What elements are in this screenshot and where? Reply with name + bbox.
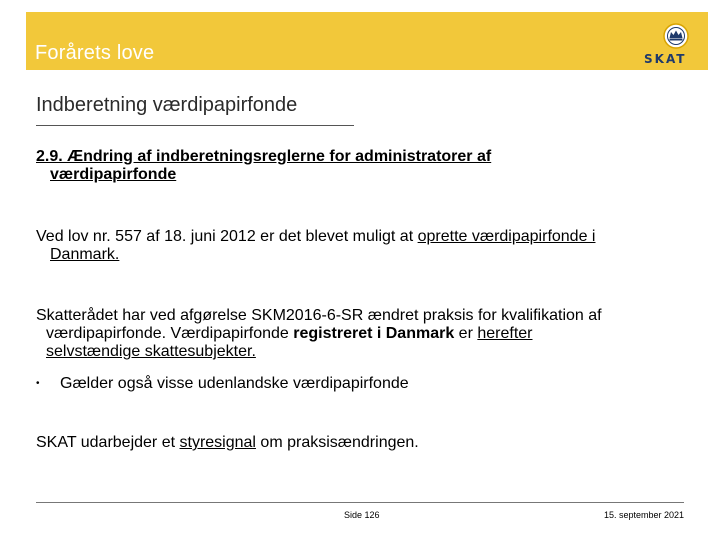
- section-heading: [36, 148, 686, 184]
- slide-subtitle: Indberetning værdipapirfonde: [36, 94, 298, 116]
- paragraph-ruling-link-herefter[interactable]: herefter: [477, 325, 533, 342]
- heading-line-1: 2.9. Ændring af indberetningsreglerne for administratorer af: [36, 148, 492, 165]
- paragraph-ruling: [36, 307, 686, 361]
- paragraph-law-link-2[interactable]: Danmark.: [50, 246, 120, 263]
- bullet-text: Gælder også visse udenlandske værdipapirfonde: [60, 375, 409, 392]
- paragraph-ruling-text-b: er: [454, 325, 478, 342]
- subtitle-divider: [36, 125, 354, 126]
- bullet-marker: •: [36, 378, 40, 389]
- paragraph-ruling-link-line-3[interactable]: selvstændige skattesubjekter.: [46, 343, 256, 360]
- paragraph-signal: [36, 434, 686, 452]
- banner-title: Forårets love: [35, 42, 155, 64]
- skat-logo: [618, 20, 690, 66]
- footer-divider: [36, 502, 684, 503]
- logo-wordmark: SKAT: [644, 52, 687, 66]
- paragraph-ruling-bold: registreret i Danmark: [293, 325, 455, 342]
- paragraph-law-link-1[interactable]: oprette værdipapirfonde i: [417, 228, 596, 245]
- paragraph-signal-text-2: om praksisændringen.: [255, 434, 419, 451]
- title-banner: [26, 12, 708, 70]
- paragraph-signal-link[interactable]: styresignal: [179, 434, 256, 451]
- paragraph-ruling-line-1: Skatterådet har ved afgørelse SKM2016‑6‑SR ændret praksis for kvalifikation af: [36, 307, 602, 324]
- paragraph-ruling-text-a: værdipapirfonde. Værdipapirfonde: [46, 325, 294, 342]
- paragraph-signal-text-1: SKAT udarbejder et: [36, 434, 180, 451]
- page-number: Side 126: [344, 510, 380, 520]
- paragraph-law: [36, 228, 686, 264]
- paragraph-ruling-line-2: [36, 325, 686, 343]
- heading-line-2: værdipapirfonde: [50, 166, 177, 183]
- paragraph-law-text: Ved lov nr. 557 af 18. juni 2012 er det blevet muligt at: [36, 228, 418, 245]
- footer-date: 15. september 2021: [603, 510, 684, 520]
